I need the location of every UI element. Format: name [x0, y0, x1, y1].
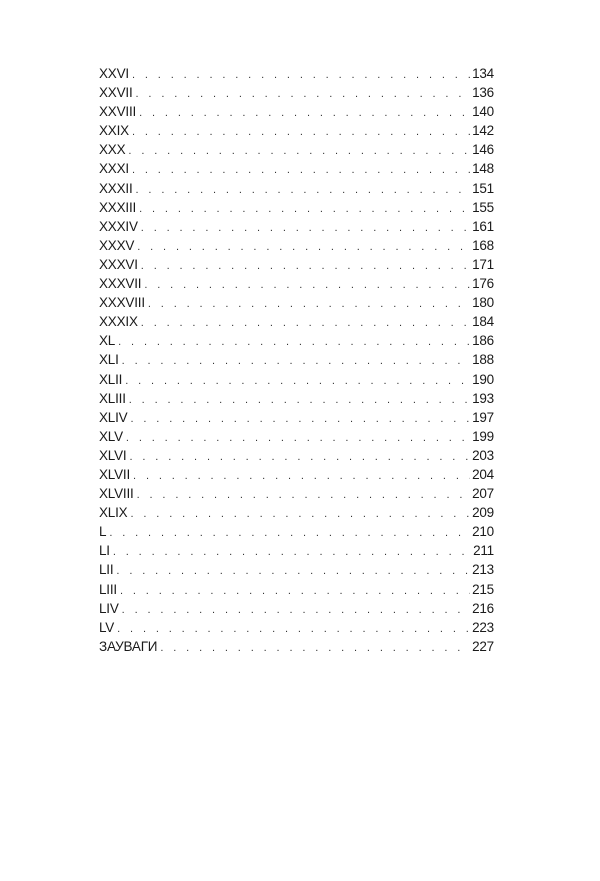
- toc-entry-label: XXXII: [99, 180, 133, 196]
- dot-leader: [137, 238, 470, 255]
- toc-entry-xlix[interactable]: [99, 503, 494, 522]
- toc-entry-label: XXXV: [99, 237, 135, 253]
- toc-entry-page: 180: [472, 295, 494, 311]
- dot-leader: [148, 295, 470, 312]
- toc-entry-page: 176: [472, 276, 494, 292]
- dot-leader: [122, 601, 470, 618]
- toc-entry-page: 151: [472, 180, 494, 196]
- toc-entry-page: 193: [472, 390, 494, 406]
- toc-entry-xlii[interactable]: [99, 370, 494, 389]
- dot-leader: [139, 200, 470, 217]
- dot-leader: [130, 410, 470, 427]
- toc-entry-label: XXXI: [99, 161, 129, 177]
- toc-entry-label: LIII: [99, 581, 117, 597]
- toc-entry-label: XLIV: [99, 409, 128, 425]
- toc-entry-page: 140: [472, 104, 494, 120]
- toc-entry-label: XXVIII: [99, 104, 137, 120]
- toc-entry-label: LV: [99, 619, 115, 635]
- toc-entry-label: XL: [99, 333, 116, 349]
- toc-entry-xxxvi[interactable]: [99, 255, 494, 274]
- toc-entry-xxxiii[interactable]: [99, 198, 494, 217]
- toc-entry-label: XLV: [99, 428, 123, 444]
- toc-entry-page: 148: [472, 161, 494, 177]
- toc-entry-label: XLIX: [99, 505, 128, 521]
- toc-entry-xxix[interactable]: [99, 121, 494, 140]
- toc-entry-page: 213: [472, 562, 494, 578]
- toc-entry-xxxi[interactable]: [99, 159, 494, 178]
- toc-entry-label: XXXVIII: [99, 295, 145, 311]
- dot-leader: [109, 524, 470, 541]
- dot-leader: [141, 219, 470, 236]
- toc-entry-page: 188: [472, 352, 494, 368]
- toc-entry-xlvii[interactable]: [99, 465, 494, 484]
- toc-entry-xlv[interactable]: [99, 427, 494, 446]
- table-of-contents: [99, 64, 494, 656]
- toc-entry-page: 211: [473, 543, 494, 559]
- dot-leader: [126, 429, 470, 446]
- toc-entry-page: 199: [472, 428, 494, 444]
- toc-entry-page: 134: [472, 66, 494, 81]
- toc-entry-page: 204: [472, 466, 494, 482]
- toc-entry-liv[interactable]: [99, 599, 494, 618]
- toc-entry-page: 216: [472, 600, 494, 616]
- dot-leader: [129, 391, 470, 408]
- dot-leader: [125, 372, 470, 389]
- toc-entry-l[interactable]: [99, 522, 494, 541]
- dot-leader: [132, 161, 470, 178]
- dot-leader: [160, 639, 470, 656]
- toc-entry-page: 168: [472, 237, 494, 253]
- toc-entry-page: 227: [472, 638, 494, 654]
- dot-leader: [120, 582, 470, 599]
- toc-entry-xliii[interactable]: [99, 389, 494, 408]
- toc-entry-page: 171: [472, 256, 494, 272]
- toc-entry-page: 190: [472, 371, 494, 387]
- toc-entry-xl[interactable]: [99, 331, 494, 350]
- toc-entry-label: LI: [99, 543, 110, 559]
- toc-entry-xxxvii[interactable]: [99, 274, 494, 293]
- toc-entry-label: XLII: [99, 371, 123, 387]
- toc-entry-page: 197: [472, 409, 494, 425]
- toc-entry-xxvii[interactable]: [99, 83, 494, 102]
- toc-entry-label: LII: [99, 562, 114, 578]
- dot-leader: [130, 505, 470, 522]
- toc-entry-lv[interactable]: [99, 618, 494, 637]
- toc-entry-liii[interactable]: [99, 580, 494, 599]
- toc-entry-page: 142: [472, 123, 494, 139]
- toc-entry-label: XLIII: [99, 390, 126, 406]
- toc-entry-lii[interactable]: [99, 560, 494, 579]
- toc-entry-xxxiv[interactable]: [99, 217, 494, 236]
- toc-entry-label: XXXVI: [99, 256, 138, 272]
- toc-entry-label: XXXVII: [99, 276, 142, 292]
- toc-entry-page: 186: [472, 333, 494, 349]
- toc-entry-xxx[interactable]: [99, 140, 494, 159]
- toc-entry-xlvi[interactable]: [99, 446, 494, 465]
- toc-entry-page: 155: [472, 199, 494, 215]
- toc-entry-label: XXIX: [99, 123, 129, 139]
- dot-leader: [136, 181, 471, 198]
- toc-entry-label: XXXIX: [99, 314, 138, 330]
- toc-entry-label: XLI: [99, 352, 119, 368]
- toc-entry-xxxviii[interactable]: [99, 293, 494, 312]
- toc-entry-notes[interactable]: [99, 637, 494, 656]
- dot-leader: [116, 562, 470, 579]
- toc-entry-xlviii[interactable]: [99, 484, 494, 503]
- toc-entry-page: 146: [472, 142, 494, 158]
- dot-leader: [129, 448, 470, 465]
- toc-entry-label: LIV: [99, 600, 119, 616]
- toc-entry-label: ЗАУВАГИ: [99, 638, 158, 654]
- dot-leader: [136, 85, 471, 102]
- toc-entry-xxxv[interactable]: [99, 236, 494, 255]
- toc-entry-label: XLVII: [99, 466, 131, 482]
- toc-entry-xxxii[interactable]: [99, 179, 494, 198]
- dot-leader: [113, 543, 471, 560]
- toc-entry-page: 209: [472, 505, 494, 521]
- dot-leader: [128, 142, 470, 159]
- dot-leader: [118, 333, 470, 350]
- dot-leader: [137, 486, 470, 503]
- dot-leader: [117, 620, 470, 637]
- toc-entry-label: XLVI: [99, 447, 127, 463]
- toc-entry-li[interactable]: [99, 541, 494, 560]
- toc-entry-page: 215: [472, 581, 494, 597]
- toc-entry-page: 184: [472, 314, 494, 330]
- toc-entry-xxviii[interactable]: [99, 102, 494, 121]
- toc-entry-label: XXVI: [99, 66, 129, 81]
- dot-leader: [133, 467, 470, 484]
- toc-entry-xxvi[interactable]: [99, 64, 494, 83]
- toc-entry-label: XXXIII: [99, 199, 137, 215]
- dot-leader: [141, 314, 470, 331]
- toc-entry-xli[interactable]: [99, 350, 494, 369]
- toc-entry-label: L: [99, 524, 107, 540]
- toc-entry-page: 210: [472, 524, 494, 540]
- toc-entry-label: XXX: [99, 142, 126, 158]
- toc-entry-label: XXVII: [99, 85, 133, 101]
- dot-leader: [144, 276, 470, 293]
- toc-entry-page: 223: [472, 619, 494, 635]
- toc-entry-label: XLVIII: [99, 486, 134, 502]
- toc-entry-page: 207: [472, 486, 494, 502]
- toc-entry-page: 136: [472, 85, 494, 101]
- toc-entry-xliv[interactable]: [99, 408, 494, 427]
- toc-entry-xxxix[interactable]: [99, 312, 494, 331]
- dot-leader: [139, 104, 470, 121]
- toc-entry-label: XXXIV: [99, 218, 138, 234]
- dot-leader: [132, 66, 470, 83]
- dot-leader: [132, 123, 470, 140]
- dot-leader: [141, 257, 470, 274]
- dot-leader: [122, 352, 470, 369]
- toc-entry-page: 161: [472, 218, 494, 234]
- toc-entry-page: 203: [472, 447, 494, 463]
